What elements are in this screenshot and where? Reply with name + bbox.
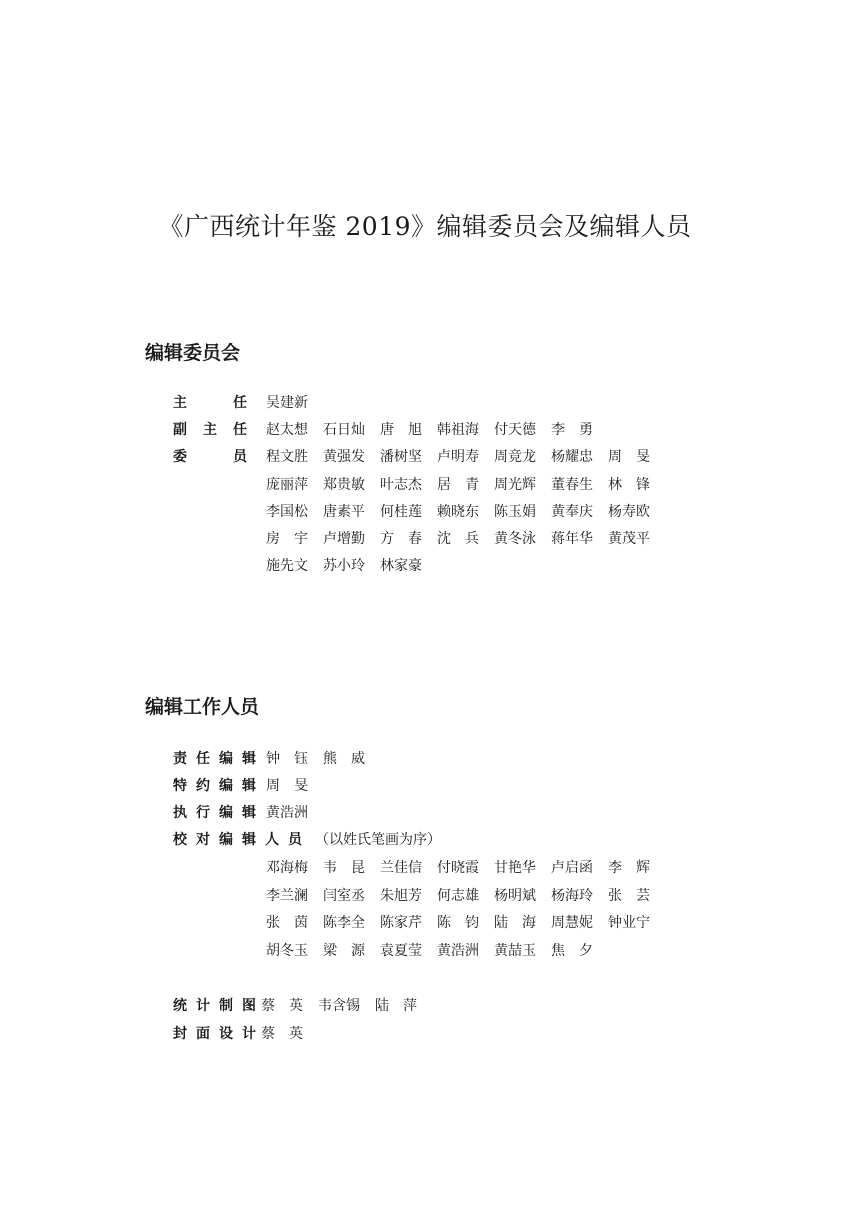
name: 叶志杰 xyxy=(380,477,422,493)
name: 黄冬泳 xyxy=(494,531,536,547)
name: 钟业宁 xyxy=(608,915,650,931)
name: 潘树坚 xyxy=(380,449,422,465)
name: 陆 海 xyxy=(494,915,536,931)
name: 郑贵敏 xyxy=(323,477,365,493)
name: 李 勇 xyxy=(551,422,593,438)
name: 林 锋 xyxy=(608,477,650,493)
name: 朱旭芳 xyxy=(380,888,422,904)
member-names xyxy=(266,471,665,499)
deputy-names xyxy=(266,416,608,444)
proofreader-note: （以姓氏笔画为序） xyxy=(315,832,441,848)
name: 何桂莲 xyxy=(380,504,422,520)
deputy-label: 副 主 任 xyxy=(173,422,247,438)
director-label: 主 任 xyxy=(173,395,247,411)
cover-designer-label: 封 面 设 计 xyxy=(173,1026,256,1042)
executive-editor-label: 执 行 编 辑 xyxy=(173,805,256,821)
cover-designer-names xyxy=(261,1020,318,1048)
proofreader-label: 校 对 编 辑 人 员 （以姓氏笔画为序） xyxy=(173,826,450,854)
name: 周 旻 xyxy=(266,778,308,794)
name: 杨寿欧 xyxy=(608,504,650,520)
director-names xyxy=(266,389,323,417)
name: 唐素平 xyxy=(323,504,365,520)
name: 杨明斌 xyxy=(494,888,536,904)
name: 庞丽萍 xyxy=(266,477,308,493)
name: 陆 萍 xyxy=(375,998,417,1014)
name: 赵太想 xyxy=(266,422,308,438)
name: 周 旻 xyxy=(608,449,650,465)
chief-editor-names xyxy=(266,745,380,773)
special-editor-label: 特 约 编 辑 xyxy=(173,778,256,794)
name: 程文胜 xyxy=(266,449,308,465)
name: 施先文 xyxy=(266,558,308,574)
members-label: 委 员 xyxy=(173,449,247,465)
name: 韩祖海 xyxy=(437,422,479,438)
name: 焦 夕 xyxy=(551,943,593,959)
name: 陈家芹 xyxy=(380,915,422,931)
name: 兰佳信 xyxy=(380,860,422,876)
name: 黄奉庆 xyxy=(551,504,593,520)
name: 甘艳华 xyxy=(494,860,536,876)
chart-maker-label: 统 计 制 图 xyxy=(173,998,256,1014)
committee-heading: 编辑委员会 xyxy=(145,342,241,364)
name: 张 芸 xyxy=(608,888,650,904)
name: 黄浩洲 xyxy=(266,805,308,821)
name: 李国松 xyxy=(266,504,308,520)
member-names xyxy=(266,525,665,553)
name: 陈玉娟 xyxy=(494,504,536,520)
name: 胡冬玉 xyxy=(266,943,308,959)
member-names xyxy=(266,552,437,580)
name: 付天德 xyxy=(494,422,536,438)
name: 黄浩洲 xyxy=(437,943,479,959)
name: 钟 钰 xyxy=(266,751,308,767)
name: 黄喆玉 xyxy=(494,943,536,959)
proofreader-names xyxy=(266,909,665,937)
executive-editor-names xyxy=(266,799,323,827)
name: 卢增勤 xyxy=(323,531,365,547)
name: 袁夏莹 xyxy=(380,943,422,959)
name: 李兰澜 xyxy=(266,888,308,904)
name: 苏小玲 xyxy=(323,558,365,574)
proofreader-names xyxy=(266,882,665,910)
name: 石日灿 xyxy=(323,422,365,438)
name: 黄茂平 xyxy=(608,531,650,547)
name: 周光辉 xyxy=(494,477,536,493)
name: 赖晓东 xyxy=(437,504,479,520)
proofreader-names xyxy=(266,854,665,882)
name: 张 茵 xyxy=(266,915,308,931)
proofreader-names xyxy=(266,937,608,965)
name: 方 春 xyxy=(380,531,422,547)
page-title: 《广西统计年鉴 2019》编辑委员会及编辑人员 xyxy=(158,212,692,241)
name: 董春生 xyxy=(551,477,593,493)
name: 付晓霞 xyxy=(437,860,479,876)
name: 沈 兵 xyxy=(437,531,479,547)
name: 吴建新 xyxy=(266,395,308,411)
name: 陈李全 xyxy=(323,915,365,931)
name: 黄强发 xyxy=(323,449,365,465)
staff-heading: 编辑工作人员 xyxy=(145,696,260,718)
name: 韦 昆 xyxy=(323,860,365,876)
name: 蔡 英 xyxy=(261,1026,303,1042)
chief-editor-label: 责 任 编 辑 xyxy=(173,751,256,767)
name: 陈 钧 xyxy=(437,915,479,931)
special-editor-names xyxy=(266,772,323,800)
name: 闫室丞 xyxy=(323,888,365,904)
name: 杨海玲 xyxy=(551,888,593,904)
name: 邓海梅 xyxy=(266,860,308,876)
name: 李 辉 xyxy=(608,860,650,876)
name: 何志雄 xyxy=(437,888,479,904)
name: 唐 旭 xyxy=(380,422,422,438)
chart-maker-names xyxy=(261,992,432,1020)
name: 卢明寿 xyxy=(437,449,479,465)
member-names xyxy=(266,443,665,471)
member-names xyxy=(266,498,665,526)
name: 熊 威 xyxy=(323,751,365,767)
name: 周慧妮 xyxy=(551,915,593,931)
name: 韦含锡 xyxy=(318,998,360,1014)
name: 杨耀忠 xyxy=(551,449,593,465)
name: 林家豪 xyxy=(380,558,422,574)
name: 梁 源 xyxy=(323,943,365,959)
name: 蔡 英 xyxy=(261,998,303,1014)
name: 卢启函 xyxy=(551,860,593,876)
name: 蒋年华 xyxy=(551,531,593,547)
name: 居 青 xyxy=(437,477,479,493)
name: 房 宇 xyxy=(266,531,308,547)
name: 周竞龙 xyxy=(494,449,536,465)
